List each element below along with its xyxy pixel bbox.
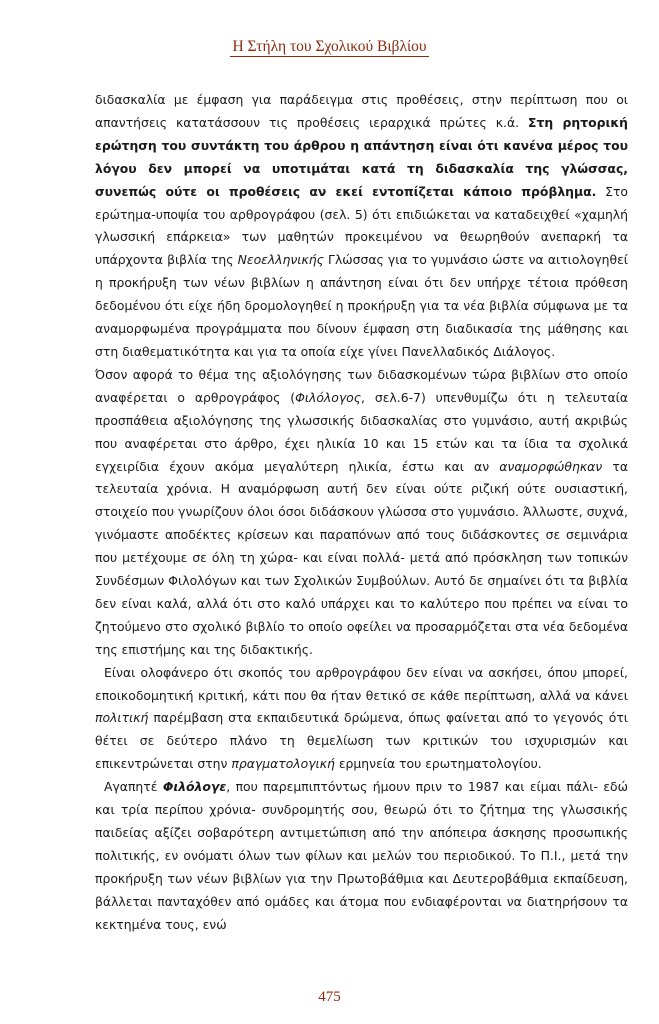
paragraph-2 bbox=[95, 364, 628, 662]
text-run: Αγαπητέ bbox=[104, 779, 163, 795]
text-run: Γλώσσας για το γυμνάσιο ώστε να αιτιολογηθεί η προκήρυξη των νέων βιβλίων η απάντηση είναι ότι δεν υπήρχε τέτοια πρόθεση δεδομένου ότι είχε ήδη δρομολογηθεί η προκήρυξη για τα νέα βιβλία σύμφωνα με τα αναμορφωμένα προγράμματα που δίνουν έμφαση στη διαδικασία της μάθησης και στη διαθεματικότητα και για τα οποία είχε γίνει Πανελλαδικός Διάλογος. bbox=[95, 252, 628, 359]
text-run: Στο ερώτημα-υποψία του αρθρογράφου (σελ. 5) ότι επιδιώκεται να καταδειχθεί «χαμηλή γλωσσική επάρκεια» των μαθητών προκειμένου να θεωρηθούν ανεπαρκή τα υπάρχοντα βιβλία της bbox=[95, 183, 628, 268]
text-run: , που παρεμπιπτόντως ήμουν πριν το 1987 και είμαι πάλι- εδώ και τρία περίπου χρόνια- συνδρομητής σου, θεωρώ ότι το ζήτημα της γλωσσικής παιδείας αξίζει σοβαρότερη αντιμετώπιση από την απόπειρα άσκησης προσωπικής πολιτικής, εν ονόματι όλων των φίλων και μελών του περιοδικού. Το Π.Ι., μετά την προκήρυξη των νέων βιβλίων για την Πρωτοβάθμια και Δευτεροβάθμια εκπαίδευση, βάλλεται πανταχόθεν από ομάδες και άτομα που ενδιαφέρονται να διατηρήσουν τα κεκτημένα τους, ενώ bbox=[95, 779, 628, 932]
text-run: παρέμβαση στα εκπαιδευτικά δρώμενα, όπως φαίνεται από το γεγονός ότι θέτει σε δεύτερο πλάνο τη θεμελίωση των κριτικών του ισχυρισμών και επικεντρώνεται στην bbox=[95, 710, 628, 772]
article-body bbox=[95, 89, 628, 937]
italic-text: πολιτική bbox=[95, 710, 149, 726]
text-run: ερμηνεία του ερωτηματολογίου. bbox=[334, 756, 542, 772]
paragraph-1 bbox=[95, 89, 628, 364]
text-run: διδασκαλία με έμφαση για παράδειγμα στις προθέσεις, στην περίπτωση που οι απαντήσεις κατατάσσουν τις προθέσεις ιεραρχικά πρώτες κ.ά. bbox=[95, 92, 628, 130]
italic-text: αναμορφώθηκαν bbox=[499, 458, 603, 474]
text-run: τα τελευταία χρόνια. Η αναμόρφωση αυτή δεν είναι ούτε ριζική ούτε ουσιαστική, στοιχείο που γνωρίζουν όλοι όσοι διδάσκουν γλώσσα στο γυμνάσιο. Άλλωστε, συχνά, γινόμαστε αποδέκτες κρίσεων και παραπόνων από τους διδάσκοντες σε σεμινάρια που μετέχουμε σε όλη τη χώρα- και είναι πολλά- μετά από πρόσκληση των τοπικών Συνδέσμων Φιλολόγων και των Σχολικών Συμβούλων. Αυτό δε σημαίνει ότι τα βιβλία δεν είναι καλά, αλλά ότι στο καλό υπάρχει και το καλύτερο που πρέπει να είναι το ζητούμενο στο σχολικό βιβλίο το οποίο οφείλει να προσαρμόζεται στα νέα δεδομένα της επιστήμης και της διδακτικής. bbox=[95, 458, 628, 657]
running-header bbox=[0, 38, 659, 56]
bold-text: Στη ρητορική ερώτηση του συντάκτη του άρθρου η απάντηση είναι ότι κανένα μέρος του λόγου δεν μπορεί να υποτιμάται κατά τη διδασκαλία της γλώσσας, συνεπώς ούτε οι προθέσεις αν εκεί εντοπίζεται κάποιο πρόβλημα. bbox=[95, 114, 628, 199]
running-header-title: Η Στήλη του Σχολικού Βιβλίου bbox=[232, 38, 427, 55]
text-run: Όσον αφορά το θέμα της αξιολόγησης των διδασκομένων τώρα βιβλίων στο οποίο αναφέρεται ο αρθρογράφος ( bbox=[95, 366, 628, 405]
italic-text: Φιλόλογε bbox=[162, 779, 227, 795]
italic-text: πραγματολογική bbox=[231, 756, 335, 772]
italic-text: Νεοελληνικής bbox=[237, 252, 324, 268]
page-number: 475 bbox=[318, 989, 341, 1005]
text-run: Είναι ολοφάνερο ότι σκοπός του αρθρογράφου δεν είναι να ασκήσει, όπου μπορεί, εποικοδομητική κριτική, κάτι που θα ήταν θετικό σε κάθε περίπτωση, αλλά να κάνει bbox=[95, 664, 628, 703]
bold-text bbox=[163, 779, 226, 794]
italic-text: Φιλόλογος bbox=[295, 389, 362, 405]
paragraph-3 bbox=[95, 662, 628, 777]
text-run: , σελ.6-7) υπενθυμίζω ότι η τελευταία προσπάθεια αξιολόγησης της γλωσσικής διδασκαλίας στο γυμνάσιο, αυτή ακριβώς που αναφέρεται στο άρθρο, έχει ηλικία 10 και 15 ετών και τα ίδια τα σχολικά εγχειρίδια έχουν ακόμα μεγαλύτερη ηλικία, έστω και αν bbox=[95, 389, 628, 474]
paragraph-4 bbox=[95, 776, 628, 936]
